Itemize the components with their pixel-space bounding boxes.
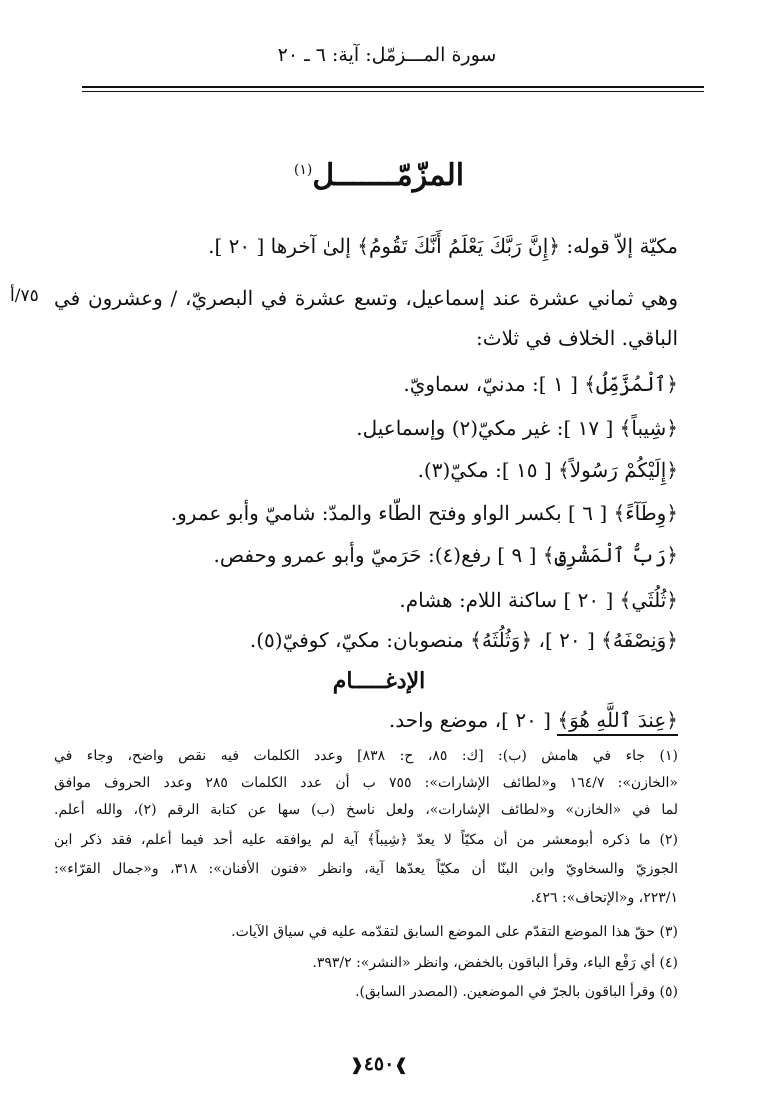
page-number [0, 1053, 758, 1075]
footnote-2-line-3: ٢٢٣/١، و«الإتحاف»: ٤٢٦. [530, 890, 678, 906]
running-head: سورة المـــزمّل: آية: ٦ ـ ٢٠ [277, 44, 497, 66]
variant-item-7: ﴿وَنِصْفَهُ﴾ [ ٢٠ ]، ﴿وَثُلُثَهُ﴾ منصوبان: مكيّ، كوفيّ(٥). [249, 628, 678, 652]
surah-title [0, 158, 758, 193]
idgham-quote: ﴿عِندَ ٱللَّهِ هُوَ﴾ [557, 708, 678, 736]
variant-item-5: ﴿رَبُّ ٱلْمَشْرِقِ﴾ [ ٩ ] رفع(٤): حَرَميّ وأبو عمرو وحفص. [213, 543, 678, 567]
intro-line-3: الباقي. الخلاف في ثلاث: [476, 326, 678, 350]
title-footnote-ref: (١) [293, 162, 313, 178]
header-rule [82, 86, 704, 88]
variant-item-3: ﴿إِلَيْكُمْ رَسُولاً﴾ [ ١٥ ]: مكيّ(٣). [417, 458, 678, 482]
variant-item-1: ﴿ٱلْمُزَّمِّلُ﴾ [ ١ ]: مدنيّ، سماويّ. [403, 372, 678, 396]
page-number-ornament-right: ❱ [394, 1055, 408, 1074]
header-rule-thin [82, 91, 704, 92]
folio-marker: ٧٥/أ [10, 286, 39, 306]
page-number-ornament-left: ❰ [350, 1055, 364, 1074]
footnote-3: (٣) حقّ هذا الموضع التقدّم على الموضع السابق لتقدّمه عليه في سياق الآيات. [231, 924, 678, 940]
idgham-rest: [ ٢٠ ]، موضع واحد. [388, 708, 558, 732]
footnote-4: (٤) أي رَفْع الباء، وقرأ الباقون بالخفض، وانظر «النشر»: ٣٩٣/٢. [312, 955, 678, 971]
intro-line-1: مكيّة إلاّ قوله: ﴿إِنَّ رَبَّكَ يَعْلَمُ أَنَّكَ تَقُومُ﴾ إلىٰ آخرها [ ٢٠ ]. [208, 234, 678, 258]
footnote-1-line-3: لما في «الخازن» و«لطائف الإشارات»، ولعل ناسخ (ب) سها عن كتابة الرقم (٢)، والله أعلم. [54, 802, 678, 818]
footnote-1-line-1: (١) جاء في هامش (ب): [ك: ٨٥، ح: ٨٣٨] وعدد الكلمات فيه نقص واضح، وجاء في [54, 748, 678, 764]
footnote-5: (٥) وقرأ الباقون بالجرّ في الموضعين. (المصدر السابق). [355, 984, 678, 1000]
footnote-1-line-2: «الخازن»: ١٦٤/٧ و«لطائف الإشارات»: ٧٥٥ ب أن عدد الكلمات ٢٨٥ وعدد الحروف موافق [54, 775, 678, 791]
idgham-line [389, 708, 678, 732]
section-title-idgham: الإدغـــــام [332, 668, 426, 694]
variant-item-2: ﴿شِيباً﴾ [ ١٧ ]: غير مكيّ(٢) وإسماعيل. [356, 416, 678, 440]
intro-line-2 [54, 286, 678, 310]
surah-title-text: المزّمّـــــــل [312, 158, 465, 193]
footnote-2-line-2: الجوزيّ والسخاويّ وابن البنّا أن مكيّاً يعدّها آية، وانظر «فنون الأفنان»: ٣١٨، و«جمال القرّاء»: [54, 861, 678, 877]
variant-item-4: ﴿وِطَآءً﴾ [ ٦ ] بكسر الواو وفتح الطّاء والمدّ: شاميّ وأبو عمرو. [170, 501, 678, 525]
intro-line-2-text: وهي ثماني عشرة عند إسماعيل، وتسع عشرة في البصريّ، / وعشرون في [54, 286, 678, 310]
footnote-2-line-1: (٢) ما ذكره أبومعشر من أن مكيّاً لا يعدّ ﴿شِيباً﴾ آية لم يوافقه عليه أحد فيما أعلم، فقد ذكر ابن [54, 832, 678, 848]
variant-item-6: ﴿ثُلُثَي﴾ [ ٢٠ ] ساكنة اللام: هشام. [399, 588, 678, 612]
page-number-text: ٤٥٠ [363, 1053, 395, 1075]
